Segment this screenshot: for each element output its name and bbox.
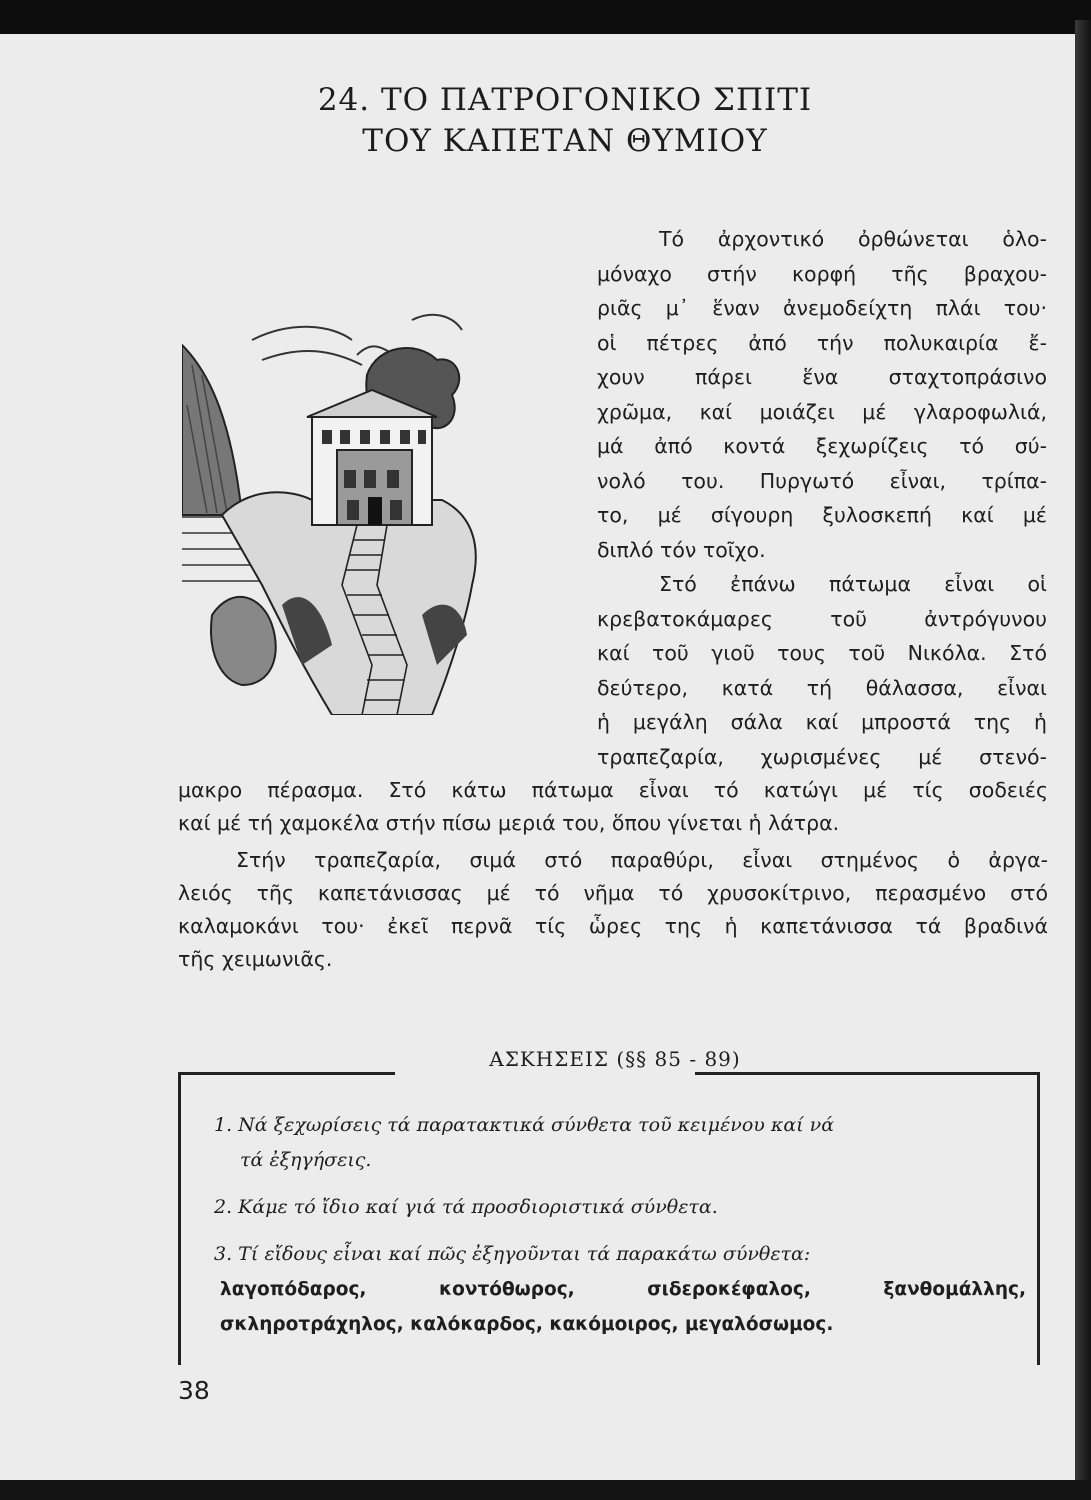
- text-line: μακρο πέρασμα. Στό κάτω πάτωμα εἶναι τό κατώγι μέ τίς σοδειές: [178, 778, 1048, 802]
- exercises-list: [214, 1108, 1026, 1354]
- text-line: διπλό τόν τοῖχο.: [597, 537, 766, 562]
- chapter-title-line-1: 24. ΤΟ ΠΑΤΡΟΓΟΝΙΚΟ ΣΠΙΤΙ: [317, 82, 813, 118]
- text-line: οἱ πέτρες ἀπό τήν πολυκαιρία ἔ-: [597, 330, 1047, 355]
- scan-border: [0, 1480, 1091, 1500]
- mansion-illustration: [182, 285, 582, 715]
- page-number: 38: [178, 1376, 210, 1405]
- text-line: τῆς χειμωνιᾶς.: [178, 947, 333, 971]
- text-line: μά ἀπό κοντά ξεχωρίζεις τό σύ-: [597, 434, 1047, 458]
- text-line: το, μέ σίγουρη ξυλοσκεπή καί μέ: [597, 503, 1047, 527]
- exercise-3-question: 3. Τί εἴδους εἶναι καί πῶς ἐξηγοῦνται τά παρακάτω σύνθετα:: [214, 1243, 811, 1265]
- exercise-1-line-1: 1. Νά ξεχωρίσεις τά παρατακτικά σύνθετα τοῦ κειμένου καί νά: [214, 1114, 835, 1136]
- text-line: λειός τῆς καπετάνισσας μέ τό νῆμα τό χρυσοκίτρινο, περασμένο στό: [178, 881, 1048, 905]
- exercise-item-2: 2. Κάμε τό ἴδιο καί γιά τά προσδιοριστικά σύνθετα.: [214, 1196, 718, 1218]
- text-line: τραπεζαρία, χωρισμένες μέ στενό-: [597, 744, 1047, 769]
- text-line: δεύτερο, κατά τή θάλασσα, εἶναι: [597, 675, 1047, 700]
- body-text-full-width: [178, 774, 1048, 976]
- text-line: ἡ μεγάλη σάλα καί μπροστά της ἡ: [597, 710, 1047, 734]
- text-line: νολό του. Πυργωτό εἶναι, τρίπα-: [597, 468, 1047, 493]
- chapter-title-line-2: ΤΟΥ ΚΑΠΕΤΑΝ ΘΥΜΙΟΥ: [362, 123, 768, 159]
- text-line: Στήν τραπεζαρία, σιμά στό παραθύρι, εἶναι στημένος ὁ ἀργα-: [236, 848, 1048, 872]
- exercise-3-words: [214, 1272, 1026, 1342]
- text-line: κρεβατοκάμαρες τοῦ ἀντρόγυνου: [597, 606, 1047, 631]
- exercise-1-line-2: τά ἐξηγήσεις.: [240, 1149, 372, 1171]
- text-line: καλαμοκάνι του· ἐκεῖ περνᾶ τίς ὧρες της ἡ καπετάνισσα τά βραδινά: [178, 914, 1048, 938]
- exercise-item-3: [214, 1237, 1026, 1342]
- exercise-3-words-line-2: σκληροτράχηλος, καλόκαρδος, κακόμοιρος, μεγαλόσωμος.: [220, 1314, 834, 1335]
- text-line: χουν πάρει ἕνα σταχτοπράσινο: [597, 365, 1047, 389]
- chapter-title: [180, 80, 950, 162]
- exercise-3-words-line-1: λαγοπόδαρος, κοντόθωρος, σιδεροκέφαλος, ξανθομάλλης,: [220, 1279, 1026, 1300]
- text-line: καί τοῦ γιοῦ τους τοῦ Νικόλα. Στό: [597, 641, 1047, 665]
- text-line: χρῶμα, καί μοιάζει μέ γλαροφωλιά,: [597, 399, 1047, 424]
- text-line: Τό ἀρχοντικό ὀρθώνεται ὁλο-: [659, 227, 1047, 251]
- text-line: καί μέ τή χαμοκέλα στήν πίσω μεριά του, ὅπου γίνεται ἡ λάτρα.: [178, 811, 840, 835]
- text-line: ριᾶς μ᾽ ἕναν ἀνεμοδείχτη πλάι του·: [597, 296, 1047, 320]
- exercises-heading: ΑΣΚΗΣΕΙΣ (§§ 85 - 89): [489, 1047, 741, 1071]
- text-line: μόναχο στήν κορφή τῆς βραχου-: [597, 261, 1047, 286]
- book-spine: [1075, 20, 1091, 1500]
- body-text-right-column: [597, 222, 1047, 774]
- exercise-item-1: [214, 1108, 1026, 1178]
- text-line: Στό ἐπάνω πάτωμα εἶναι οἱ: [659, 572, 1047, 596]
